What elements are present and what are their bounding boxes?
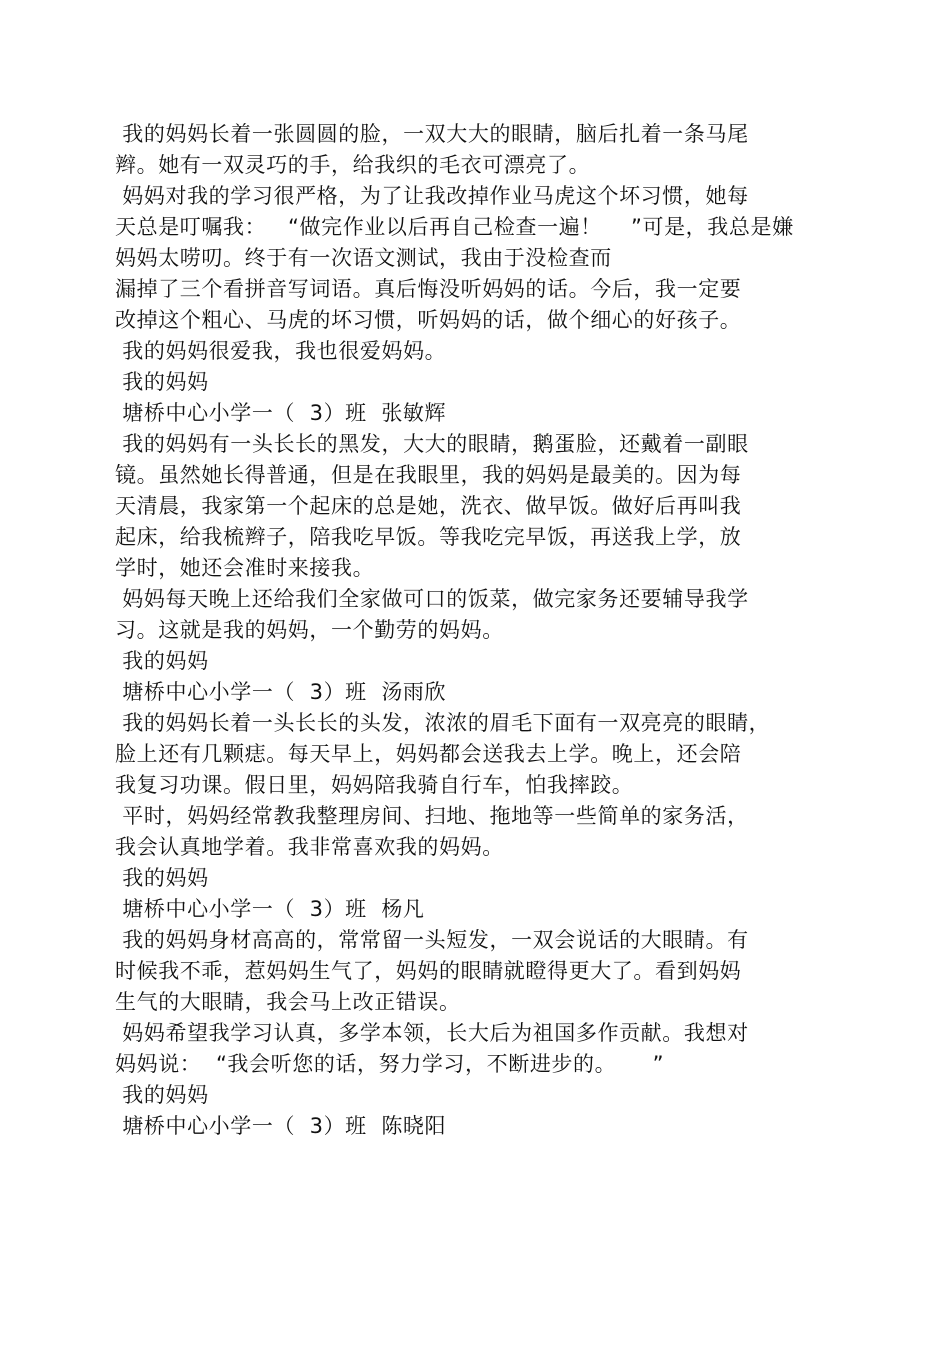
author-line: 塘桥中心小学一（ 3）班 陈晓阳 (115, 1114, 447, 1138)
text-line: 天总是叮嘱我： “做完作业以后再自己检查一遍！ ”可是，我总是嫌 (115, 215, 794, 239)
essay-title: 我的妈妈 (115, 649, 209, 673)
text-line: 时候我不乖，惹妈妈生气了，妈妈的眼睛就瞪得更大了。看到妈妈 (115, 959, 742, 983)
text-line: 妈妈对我的学习很严格，为了让我改掉作业马虎这个坏习惯，她每 (115, 184, 749, 208)
author-line: 塘桥中心小学一（ 3）班 汤雨欣 (115, 680, 447, 704)
text-line: 我的妈妈身材高高的，常常留一头短发，一双会说话的大眼睛。有 (115, 928, 749, 952)
author-line: 塘桥中心小学一（ 3）班 杨凡 (115, 897, 425, 921)
text-line: 漏掉了三个看拼音写词语。真后悔没听妈妈的话。今后，我一定要 (115, 277, 742, 301)
text-line: 我的妈妈有一头长长的黑发，大大的眼睛，鹅蛋脸，还戴着一副眼 (115, 432, 749, 456)
text-line: 改掉这个粗心、马虎的坏习惯，听妈妈的话，做个细心的好孩子。 (115, 308, 742, 332)
text-line: 习。这就是我的妈妈，一个勤劳的妈妈。 (115, 618, 504, 642)
essay-title: 我的妈妈 (115, 866, 209, 890)
text-line: 平时，妈妈经常教我整理房间、扫地、拖地等一些简单的家务活， (115, 804, 749, 828)
text-line: 天清晨，我家第一个起床的总是她，洗衣、做早饭。做好后再叫我 (115, 494, 742, 518)
text-line: 脸上还有几颗痣。每天早上，妈妈都会送我去上学。晚上，还会陪 (115, 742, 742, 766)
text-line: 起床，给我梳辫子，陪我吃早饭。等我吃完早饭，再送我上学，放 (115, 525, 742, 549)
text-line: 妈妈说： “我会听您的话，努力学习，不断进步的。 ” (115, 1052, 665, 1076)
text-line: 妈妈太唠叨。终于有一次语文测试，我由于没检查而 (115, 246, 612, 270)
text-line: 妈妈希望我学习认真，多学本领，长大后为祖国多作贡献。我想对 (115, 1021, 749, 1045)
text-line: 妈妈每天晚上还给我们全家做可口的饭菜，做完家务还要辅导我学 (115, 587, 749, 611)
text-line: 我的妈妈很爱我，我也很爱妈妈。 (115, 339, 447, 363)
text-line: 镜。虽然她长得普通，但是在我眼里，我的妈妈是最美的。因为每 (115, 463, 742, 487)
author-line: 塘桥中心小学一（ 3）班 张敏辉 (115, 401, 447, 425)
text-line: 我会认真地学着。我非常喜欢我的妈妈。 (115, 835, 504, 859)
text-line: 我复习功课。假日里，妈妈陪我骑自行车，怕我摔跤。 (115, 773, 634, 797)
text-line: 我的妈妈长着一张圆圆的脸，一双大大的眼睛，脑后扎着一条马尾 (115, 122, 749, 146)
essay-title: 我的妈妈 (115, 1083, 209, 1107)
text-line: 学时，她还会准时来接我。 (115, 556, 375, 580)
text-line: 辫。她有一双灵巧的手，给我织的毛衣可漂亮了。 (115, 153, 591, 177)
text-line: 生气的大眼睛，我会马上改正错误。 (115, 990, 461, 1014)
essay-title: 我的妈妈 (115, 370, 209, 394)
text-line: 我的妈妈长着一头长长的头发，浓浓的眉毛下面有一双亮亮的眼睛， (115, 711, 771, 735)
